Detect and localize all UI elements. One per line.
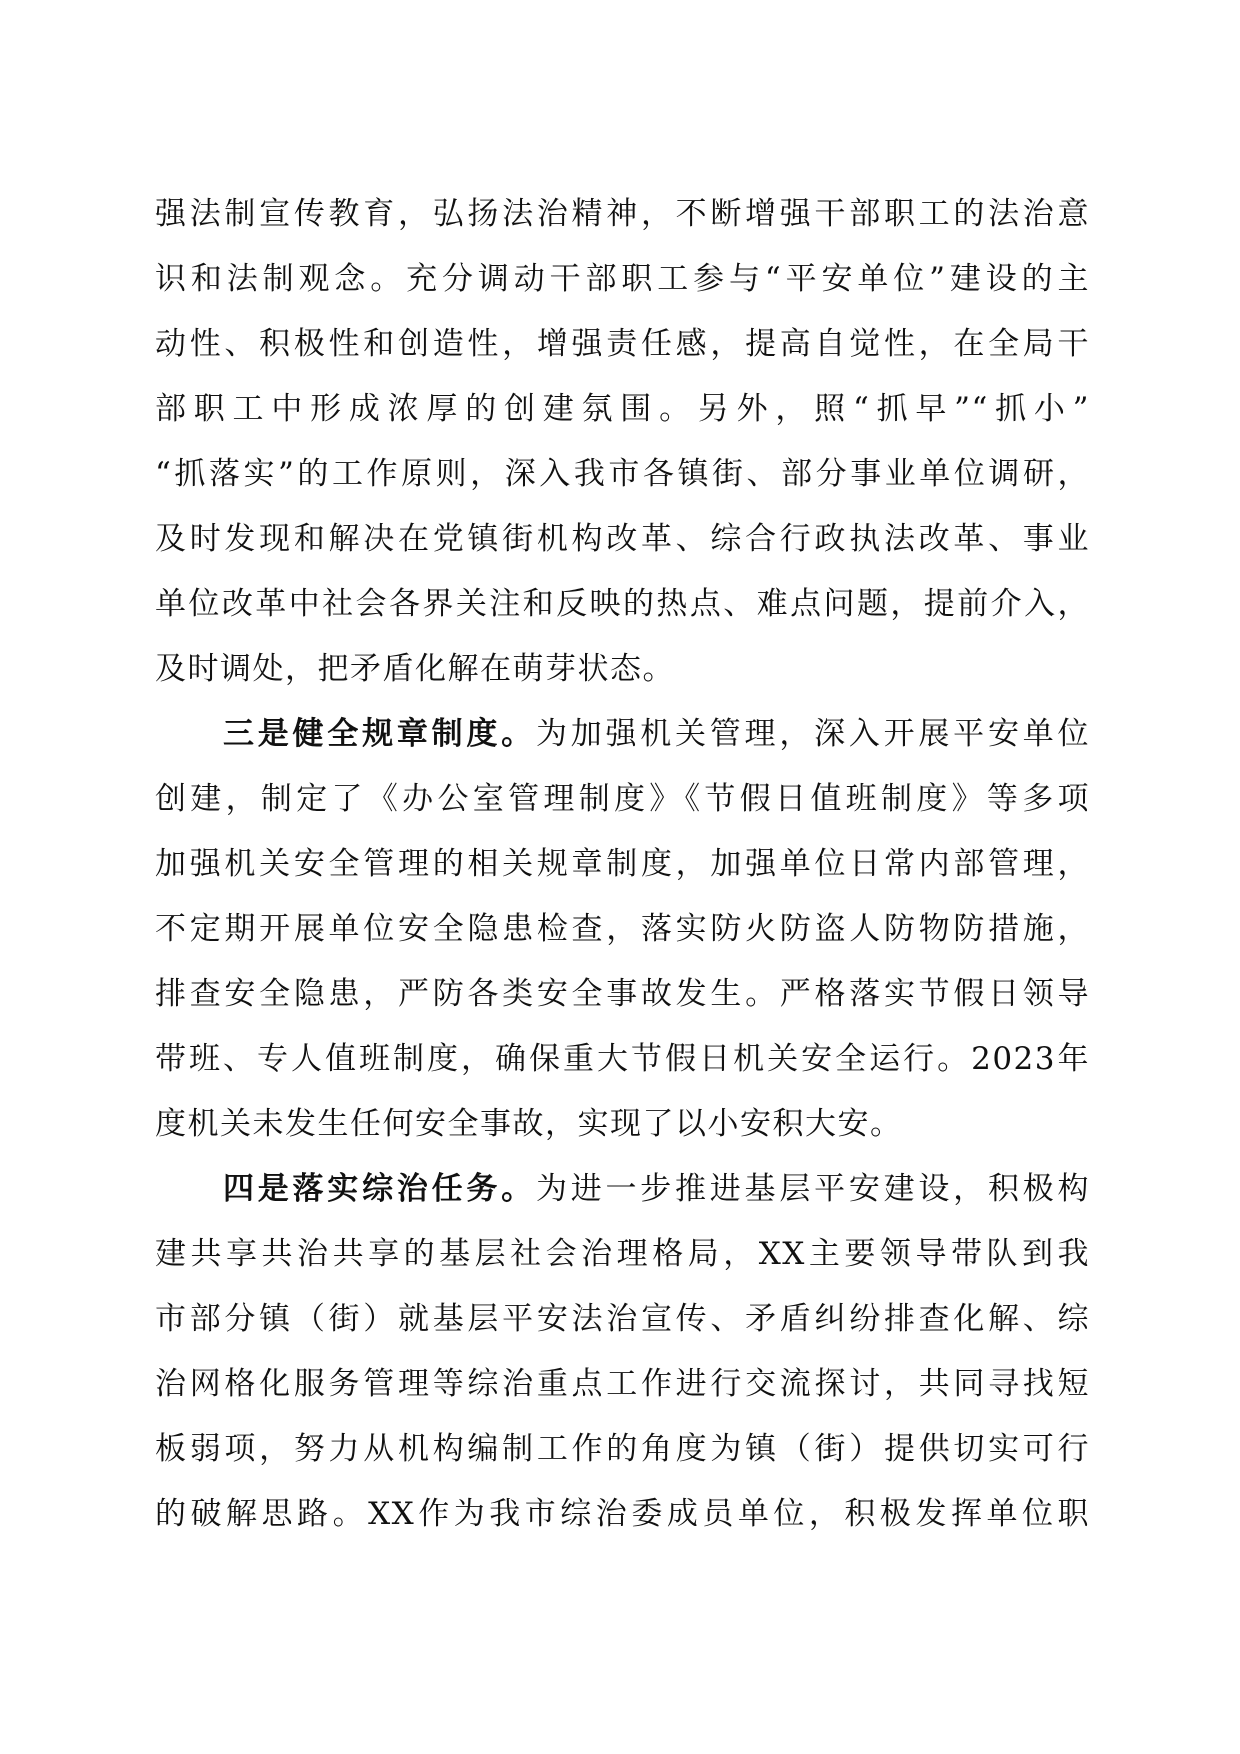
text-line: 创建，制定了《办公室管理制度》《节假日值班制度》等多项 <box>155 781 1090 817</box>
text-line <box>155 1157 1090 1222</box>
paragraph-lead-heading: 四是落实综治任务。 <box>223 1171 536 1207</box>
text-segment: 为进一步推进基层平安建设，积极构 <box>535 1171 1090 1207</box>
text-line <box>155 702 1090 767</box>
text-segment: 为加强机关管理，深入开展平安单位 <box>535 716 1090 752</box>
text-line: 识和法制观念。充分调动干部职工参与“平安单位”建设的主 <box>155 261 1090 297</box>
text-line: 及时发现和解决在党镇街机构改革、综合行政执法改革、事业 <box>155 521 1090 557</box>
text-line: 及时调处，把矛盾化解在萌芽状态。 <box>155 651 675 687</box>
text-line: 市部分镇（街）就基层平安法治宣传、矛盾纠纷排查化解、综 <box>155 1301 1090 1337</box>
text-line: 建共享共治共享的基层社会治理格局，XX主要领导带队到我 <box>155 1236 1090 1272</box>
text-line: 动性、积极性和创造性，增强责任感，提高自觉性，在全局干 <box>155 326 1090 362</box>
paragraph-lead-heading: 三是健全规章制度。 <box>223 716 536 752</box>
paragraph-rules-system <box>155 702 1090 1157</box>
text-line: 治网格化服务管理等综治重点工作进行交流探讨，共同寻找短 <box>155 1366 1090 1402</box>
paragraph-comprehensive-governance <box>155 1157 1090 1547</box>
text-line: 强法制宣传教育，弘扬法治精神，不断增强干部职工的法治意 <box>155 196 1090 232</box>
text-line: 的破解思路。XX作为我市综治委成员单位，积极发挥单位职 <box>155 1496 1090 1532</box>
text-line: 部职工中形成浓厚的创建氛围。另外，照“抓早”“抓小” <box>155 391 1090 427</box>
text-line: 排查安全隐患，严防各类安全事故发生。严格落实节假日领导 <box>155 976 1090 1012</box>
text-line: 加强机关安全管理的相关规章制度，加强单位日常内部管理， <box>155 846 1090 882</box>
text-line: 带班、专人值班制度，确保重大节假日机关安全运行。2023年 <box>155 1041 1090 1077</box>
text-line: 单位改革中社会各界关注和反映的热点、难点问题，提前介入， <box>155 586 1090 622</box>
text-line: 度机关未发生任何安全事故，实现了以小安积大安。 <box>155 1106 903 1142</box>
text-line: 板弱项，努力从机构编制工作的角度为镇（街）提供切实可行 <box>155 1431 1090 1467</box>
text-line: 不定期开展单位安全隐患检查，落实防火防盗人防物防措施， <box>155 911 1090 947</box>
body-text <box>155 182 1090 1547</box>
paragraph-legal-education <box>155 182 1090 702</box>
text-line: “抓落实”的工作原则，深入我市各镇街、部分事业单位调研， <box>155 456 1090 492</box>
